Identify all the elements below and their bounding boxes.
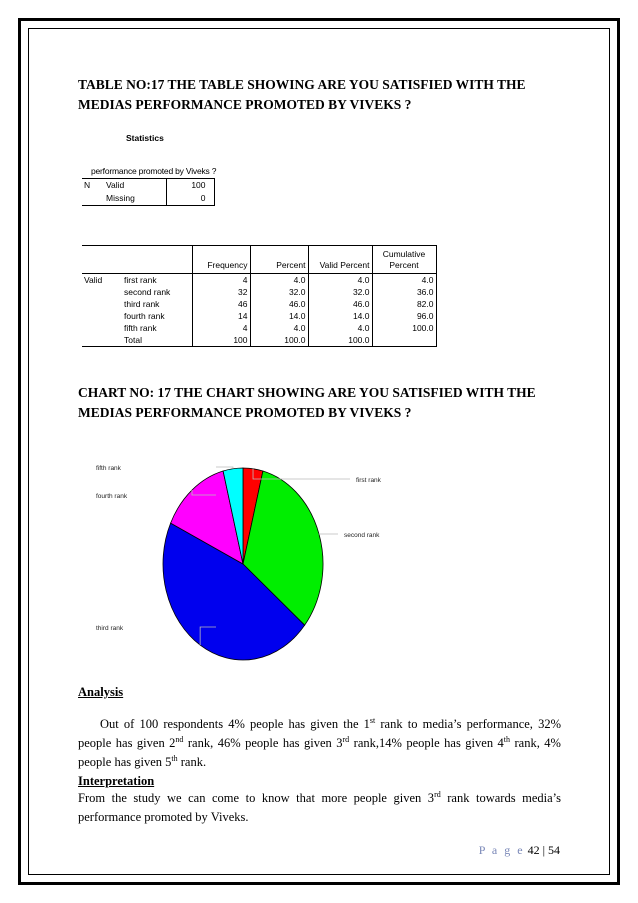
cell-valid-percent: 32.0 [308, 286, 372, 298]
table-heading: TABLE NO:17 THE TABLE SHOWING ARE YOU SATISFIED WITH THE MEDIAS PERFORMANCE PROMOTED BY VIVEKS ? [78, 77, 526, 112]
table-row [82, 298, 436, 310]
col-frequency: Frequency [192, 246, 250, 274]
cell-frequency: 4 [192, 274, 250, 287]
statistics-variable: performance promoted by Viveks ? [91, 166, 217, 176]
row-label: fifth rank [122, 322, 192, 334]
row-label: Total [122, 334, 192, 347]
page-footer [479, 843, 560, 858]
cell-cumulative [372, 334, 436, 347]
text-segment: rank. [177, 755, 207, 769]
statistics-table [82, 178, 215, 206]
missing-value: 0 [166, 192, 214, 206]
cell-percent: 100.0 [250, 334, 308, 347]
row-label: fourth rank [122, 310, 192, 322]
analysis-text [78, 715, 561, 772]
interpretation-heading: Interpretation [78, 774, 155, 788]
cell-valid-percent: 100.0 [308, 334, 372, 347]
chart-heading: CHART NO: 17 THE CHART SHOWING ARE YOU SATISFIED WITH THE MEDIAS PERFORMANCE PROMOTED BY VIVEKS ? [78, 385, 536, 420]
page-word: P a g e [478, 843, 525, 857]
cell-cumulative: 4.0 [372, 274, 436, 287]
table-row [82, 310, 436, 322]
pie-label: third rank [96, 625, 124, 632]
text-segment: Out of 100 respondents 4% people has given the 1 [100, 717, 370, 731]
table-row [82, 334, 436, 347]
cell-valid-percent: 4.0 [308, 274, 372, 287]
row-label: first rank [122, 274, 192, 287]
valid-label: Valid [104, 179, 166, 193]
n-label: N [82, 179, 104, 193]
table-row [82, 322, 436, 334]
cell-percent: 4.0 [250, 322, 308, 334]
cell-cumulative: 82.0 [372, 298, 436, 310]
cell-valid-percent: 4.0 [308, 322, 372, 334]
cell-percent: 14.0 [250, 310, 308, 322]
missing-label: Missing [104, 192, 166, 206]
table-row [82, 286, 436, 298]
cell-cumulative: 96.0 [372, 310, 436, 322]
cell-percent: 4.0 [250, 274, 308, 287]
cell-percent: 32.0 [250, 286, 308, 298]
group-label [82, 310, 122, 322]
interpretation-text [78, 789, 561, 827]
cell-valid-percent: 46.0 [308, 298, 372, 310]
table-row [82, 274, 436, 287]
frequency-table [82, 245, 437, 347]
cell-cumulative: 100.0 [372, 322, 436, 334]
ordinal-suffix: rd [434, 789, 441, 799]
ordinal-suffix: nd [175, 734, 184, 744]
cell-frequency: 32 [192, 286, 250, 298]
cell-frequency: 100 [192, 334, 250, 347]
group-label [82, 298, 122, 310]
analysis-heading: Analysis [78, 685, 124, 699]
cell-frequency: 46 [192, 298, 250, 310]
pie-label: fourth rank [96, 493, 128, 500]
pie-label: first rank [356, 477, 381, 484]
group-label: Valid [82, 274, 122, 287]
page-number: 42 | 54 [527, 843, 560, 857]
text-segment: rank towards media’s performance promoted by Viveks. [78, 791, 561, 824]
valid-value: 100 [166, 179, 214, 193]
cell-percent: 46.0 [250, 298, 308, 310]
col-valid-percent: Valid Percent [308, 246, 372, 274]
cell-cumulative: 36.0 [372, 286, 436, 298]
col-percent: Percent [250, 246, 308, 274]
row-label: third rank [122, 298, 192, 310]
row-label: second rank [122, 286, 192, 298]
text-segment: rank,14% people has given 4 [349, 736, 504, 750]
cell-frequency: 4 [192, 322, 250, 334]
group-label [82, 334, 122, 347]
col-cumulative-percent: Cumulative Percent [372, 246, 436, 274]
pie-label: fifth rank [96, 465, 121, 472]
group-label [82, 286, 122, 298]
pie-label: second rank [344, 532, 380, 539]
pie-chart [80, 452, 390, 667]
statistics-title: Statistics [126, 133, 164, 143]
text-segment: From the study we can come to know that more people given 3 [78, 791, 435, 805]
ordinal-suffix: rd [342, 734, 350, 744]
ordinal-suffix: st [369, 715, 376, 725]
ordinal-suffix: th [503, 734, 511, 744]
ordinal-suffix: th [171, 753, 178, 763]
text-segment: rank, 4% people has given 5 [78, 736, 561, 769]
cell-frequency: 14 [192, 310, 250, 322]
cell-valid-percent: 14.0 [308, 310, 372, 322]
text-segment: rank to media’s performance, 32% people has given 2 [78, 717, 561, 750]
group-label [82, 322, 122, 334]
text-segment: rank, 46% people has given 3 [183, 736, 343, 750]
